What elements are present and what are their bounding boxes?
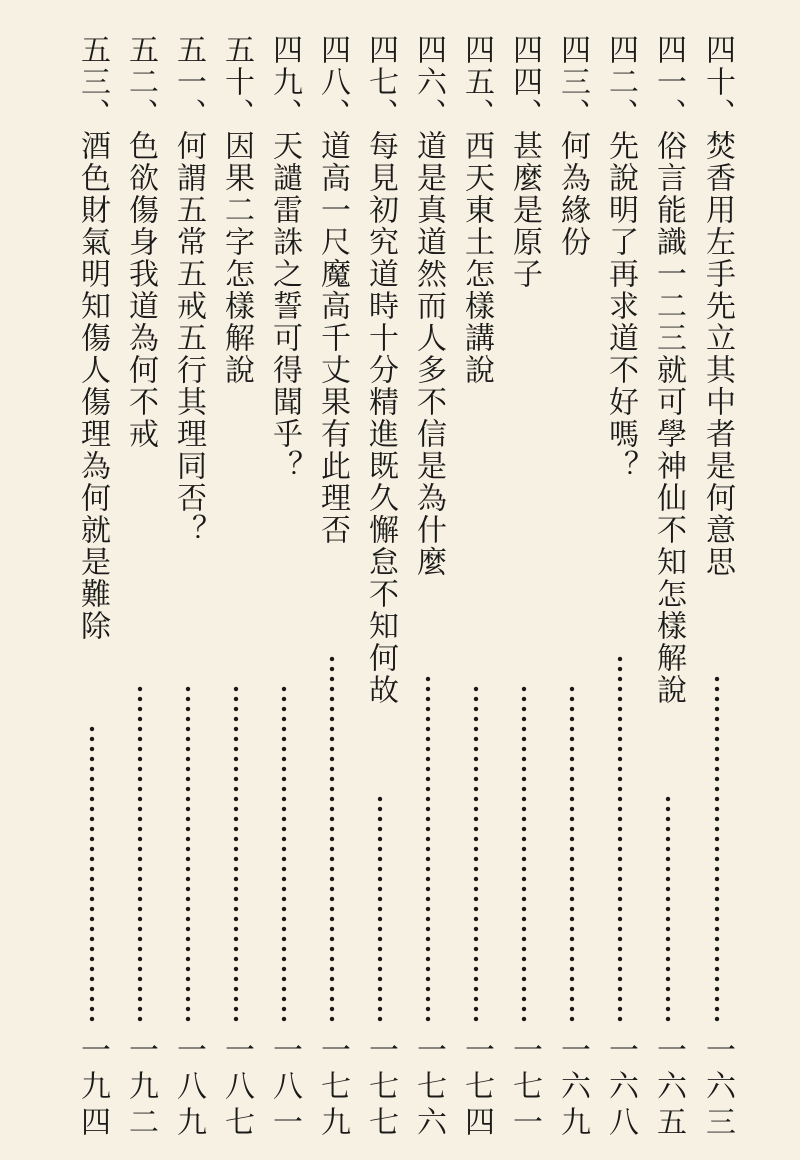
entry-title: 四五、西天東土怎樣講說 [459, 34, 494, 386]
toc-entry [552, 34, 592, 1144]
leader-dots [713, 674, 721, 1024]
toc-entry [408, 34, 448, 1144]
leader-dots [568, 684, 576, 1024]
entry-page-number: 一九四 [75, 1034, 110, 1142]
entry-page-number: 一七九 [315, 1034, 350, 1142]
entry-page-number: 一六九 [555, 1034, 590, 1142]
toc-entry [168, 34, 208, 1144]
leader-dots [616, 654, 624, 1024]
leader-dots [472, 684, 480, 1024]
leader-dots [424, 674, 432, 1024]
toc-entry [264, 34, 304, 1144]
entry-title: 四六、道是真道然而人多不信是為什麼 [411, 34, 446, 578]
leader-dots [376, 794, 384, 1024]
toc-entry [456, 34, 496, 1144]
entry-page-number: 一八七 [219, 1034, 254, 1142]
entry-title: 四九、天譴雷誅之誓可得聞乎？ [267, 34, 302, 482]
toc-entry [72, 34, 112, 1144]
entry-title: 五三、酒色財氣明知傷人傷理為何就是難除 [75, 34, 110, 642]
toc-entry [697, 34, 737, 1144]
toc-entry [120, 34, 160, 1144]
entry-page-number: 一七七 [363, 1034, 398, 1142]
toc-entry [600, 34, 640, 1144]
leader-dots [184, 684, 192, 1024]
entry-page-number: 一七六 [411, 1034, 446, 1142]
entry-page-number: 一六八 [603, 1034, 638, 1142]
toc-entry [360, 34, 400, 1144]
entry-page-number: 一六五 [651, 1034, 686, 1142]
leader-dots [136, 684, 144, 1024]
leader-dots [88, 724, 96, 1024]
entry-title: 四十、焚香用左手先立其中者是何意思 [700, 34, 735, 578]
leader-dots [520, 684, 528, 1024]
entry-title: 四七、每見初究道時十分精進既久懈怠不知何故 [363, 34, 398, 706]
leader-dots [664, 794, 672, 1024]
entry-page-number: 一八九 [171, 1034, 206, 1142]
toc-entry [312, 34, 352, 1144]
entry-page-number: 一六三 [700, 1034, 735, 1142]
toc-entry [648, 34, 688, 1144]
entry-title: 五十、因果二字怎樣解說 [219, 34, 254, 386]
entry-title: 四四、甚麼是原子 [507, 34, 542, 290]
entry-title: 四八、道高一尺魔高千丈果有此理否 [315, 34, 350, 546]
entry-title: 四一、俗言能識一二三就可學神仙不知怎樣解說 [651, 34, 686, 706]
entry-title: 四三、何為緣份 [555, 34, 590, 258]
entry-page-number: 一九二 [123, 1034, 158, 1142]
entry-title: 五二、色欲傷身我道為何不戒 [123, 34, 158, 450]
entry-page-number: 一七一 [507, 1034, 542, 1142]
entry-title: 四二、先說明了再求道不好嗎？ [603, 34, 638, 482]
leader-dots [280, 684, 288, 1024]
entry-page-number: 一八一 [267, 1034, 302, 1142]
leader-dots [328, 654, 336, 1024]
entry-page-number: 一七四 [459, 1034, 494, 1142]
toc-entry [504, 34, 544, 1144]
entry-title: 五一、何謂五常五戒五行其理同否？ [171, 34, 206, 546]
toc-entry [216, 34, 256, 1144]
leader-dots [232, 684, 240, 1024]
